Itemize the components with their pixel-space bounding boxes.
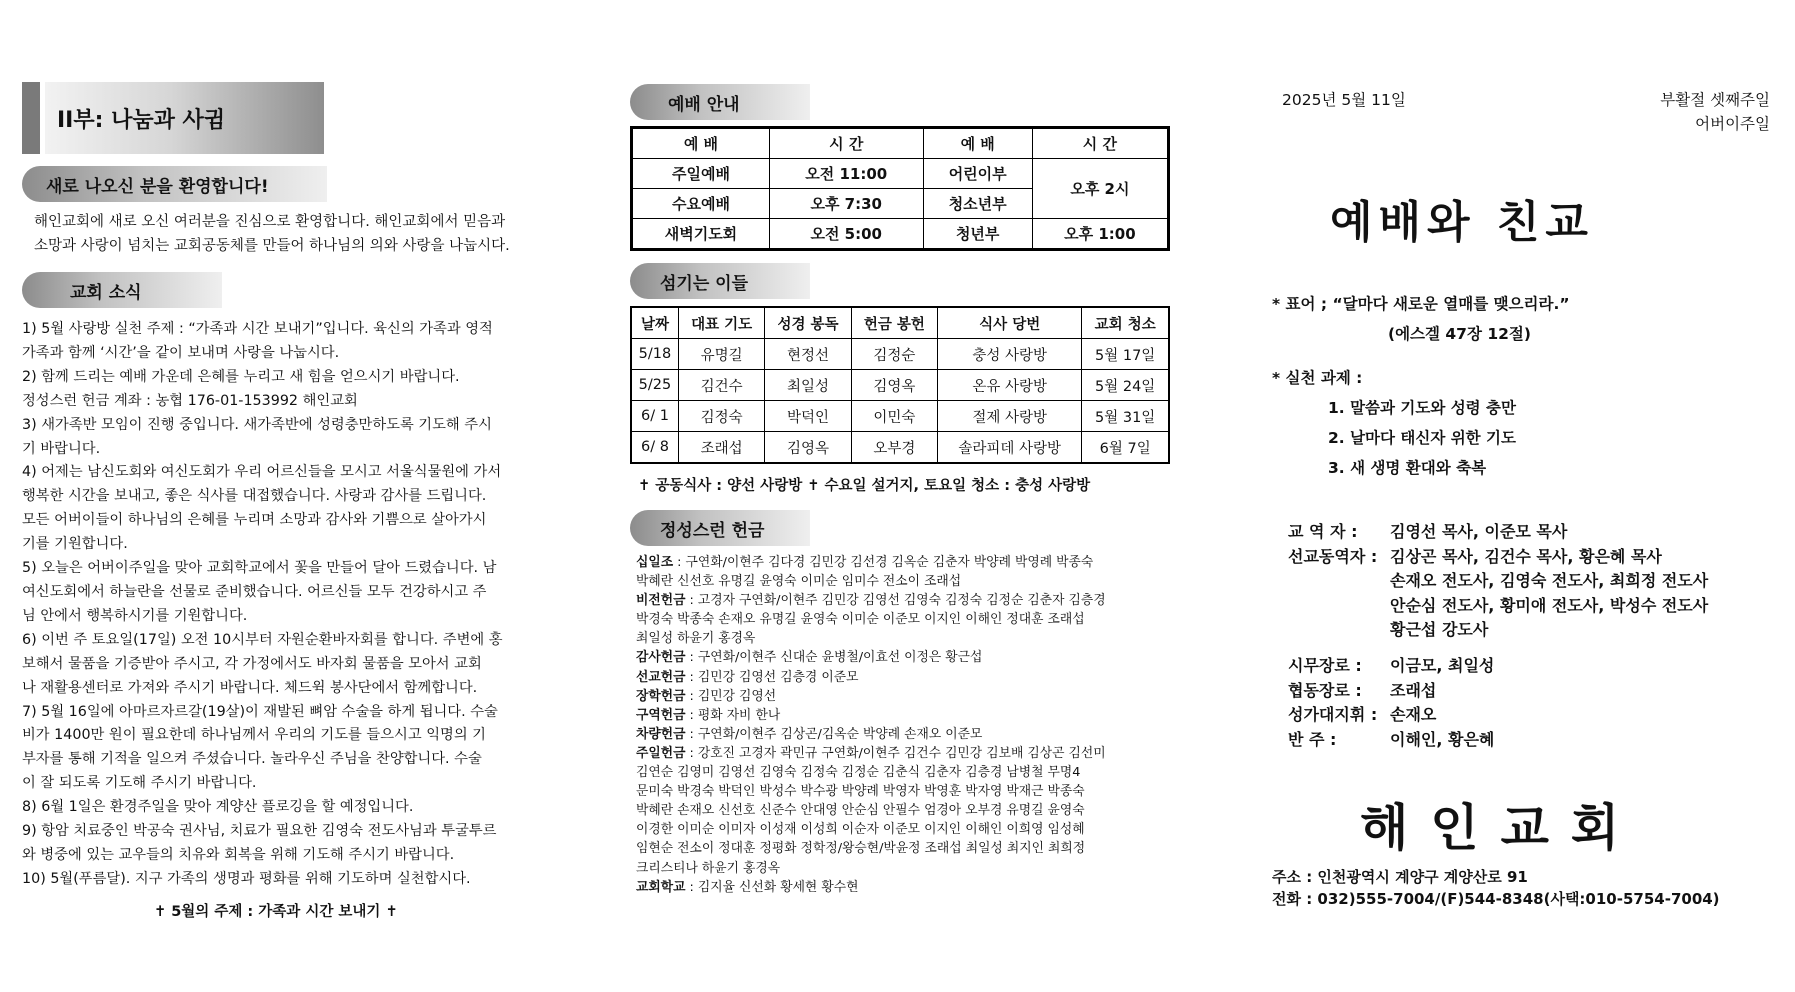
offering-row	[636, 687, 1176, 706]
service-name: 청소년부	[923, 189, 1032, 219]
service-time: 오후 1:00	[1032, 219, 1168, 250]
church-address: 주소 : 인천광역시 계양구 계양산로 91	[1272, 868, 1528, 886]
offering-separator: :	[685, 593, 698, 609]
section-title: II부: 나눔과 사귐	[45, 82, 324, 154]
offering-label: 감사헌금	[636, 650, 686, 666]
servers-note: ✝ 공동식사 : 양선 사랑방 ✝ 수요일 설거지, 토요일 청소 : 충성 사랑방	[638, 478, 1091, 494]
offering-names: 김민강 김영선 김층경 이준모	[697, 669, 859, 685]
service-time-merged: 오후 2시	[1032, 159, 1168, 219]
church-name: 해인교회	[1360, 799, 1642, 857]
task-item: 1. 말씀과 기도와 성령 충만	[1328, 399, 1516, 417]
news-item: 9) 항암 치료중인 박공숙 권사님, 치료가 필요한 김영숙 전도사님과 투굴투르 와 병중에 있는 교우들의 치유와 회복을 위해 기도해 주시기 바랍니다.	[22, 823, 497, 863]
special-sunday: 어버이주일	[1695, 115, 1770, 133]
welcome-heading: 새로 나오신 분을 환영합니다!	[22, 166, 327, 202]
news-item: 5) 오늘은 어버이주일을 맞아 교회학교에서 꽃을 만들어 달아 드렸습니다. 남 여신도회에서 하늘란을 선물로 준비했습니다. 어르신들 모두 건강하시고 주 님 안에서 행복하시기를 기원합니다.	[22, 560, 497, 624]
elder-label: 성가대지휘 :	[1288, 705, 1378, 724]
staff-row	[1288, 569, 1708, 594]
news-item: 10) 5월(푸름달). 지구 가족의 생명과 평화를 위해 기도하며 실천합시다.	[22, 870, 471, 887]
staff-row	[1288, 520, 1708, 545]
elder-label: 반 주 :	[1288, 729, 1337, 749]
elder-row	[1288, 654, 1494, 679]
news-item: 4) 어제는 남신도회와 여신도회가 우리 어르신들을 모시고 서울식물원에 가서 행복한 시간을 보내고, 좋은 식사를 대접했습니다. 사랑과 감사를 드립니다. 모든 어버이들이 하나님의 은혜를 누리며 소망과 감사와 기쁨으로 살아가시 기를 기원합니다.	[22, 464, 502, 553]
offering-separator: :	[673, 555, 686, 570]
offering-label: 주일헌금	[636, 745, 686, 761]
offering-separator: :	[685, 879, 698, 895]
task-item: 2. 날마다 태신자 위한 기도	[1328, 429, 1516, 447]
servers-header-row	[631, 307, 1169, 339]
offering-label: 비전헌금	[636, 593, 686, 609]
news-item: 1) 5월 사랑방 실천 주제 : “가족과 시간 보내기”입니다. 육신의 가족과 영적 가족과 함께 ‘시간’을 같이 보내며 사랑을 나눕시다.	[22, 321, 493, 361]
news-item: 2) 함께 드리는 예배 가운데 은혜를 누리고 새 힘을 얻으시기 바랍니다. 정성스런 헌금 계좌 : 농협 176-01-153992 해인교회	[22, 368, 460, 409]
motto-reference: (에스겔 47장 12절)	[1388, 325, 1531, 343]
servers-table	[630, 306, 1170, 464]
service-name: 청년부	[923, 219, 1032, 250]
offering-separator: :	[685, 745, 698, 761]
elder-names: 조래섭	[1390, 680, 1437, 700]
elder-names: 이금모, 최일성	[1390, 656, 1495, 675]
name-cell: 오부경	[851, 432, 937, 464]
offering-names: 김민강 김영선	[697, 688, 777, 704]
section-title-box	[22, 82, 324, 154]
service-name: 주일예배	[632, 159, 770, 189]
name-cell: 최일성	[765, 370, 851, 401]
offering-label: 십일조	[636, 555, 674, 570]
elder-row	[1288, 728, 1494, 753]
name-cell: 김영옥	[765, 432, 851, 464]
service-time: 오후 7:30	[769, 189, 923, 219]
date-cell: 6/ 1	[631, 401, 678, 432]
servers-row	[631, 339, 1169, 370]
elder-row	[1288, 679, 1494, 704]
header-cell: 교회 청소	[1082, 307, 1169, 339]
header-cell: 예 배	[632, 128, 770, 159]
name-cell: 김영옥	[851, 370, 937, 401]
group-cell: 충성 사랑방	[938, 339, 1082, 370]
staff-label: 선교동역자 :	[1288, 546, 1378, 566]
offering-label: 장학헌금	[636, 688, 686, 704]
service-name: 새벽기도회	[632, 219, 770, 250]
motto: * 표어 ; “달마다 새로운 열매를 맺으리라.”	[1272, 295, 1570, 313]
church-phone: 전화 : 032)555-7004/(F)544-8348(사택:010-5754-7004)	[1272, 890, 1720, 908]
date-cell: 5/18	[631, 339, 678, 370]
news-item: 6) 이번 주 토요일(17일) 오전 10시부터 자원순환바자회를 합니다. 주변에 홍 보해서 물품을 기증받아 주시고, 각 가정에서도 바자회 물품을 모아서 교회 나 재활용센터로 가져와 주시기 바랍니다. 체드윅 봉사단에서 함께합니다.	[22, 631, 503, 696]
news-heading: 교회 소식	[22, 272, 222, 308]
offering-label: 차량헌금	[636, 726, 686, 742]
header-cell: 예 배	[923, 128, 1032, 159]
offering-names: 구연화/이현주 김다경 김민강 김선경 김옥순 김춘자 박양례 박영례 박종숙 박혜란 신선호 유명길 윤영숙 이미순 임미수 전소이 조래섭	[636, 555, 1094, 590]
offering-row	[636, 553, 1176, 591]
offering-row	[636, 648, 1176, 667]
offering-separator: :	[685, 669, 698, 685]
news-item: 3) 새가족반 모임이 진행 중입니다. 새가족반에 성령충만하도록 기도해 주시 기 바랍니다.	[22, 416, 492, 457]
staff-row	[1288, 594, 1708, 619]
date-cell: 6/ 8	[631, 432, 678, 464]
name-cell: 김정순	[851, 339, 937, 370]
offering-names: 강호진 고경자 곽민규 구연화/이현주 김건수 김민강 김보배 김상곤 김선미 김연순 김영미 김영선 김영숙 김정숙 김정순 김춘식 김춘자 김층경 남병철 무명4 문미숙 박경숙 박덕인 박성수 박수광 박양례 박영자 박영훈 박자영 박재근 박종숙 박혜란 손재오 신선호 신준수 안대영 안순심 안필수 엄경아 오부경 유명길 윤영숙 이경한 이미순 이미자 이성재 이성희 이순자 이준모 이지인 이해인 이희영 임성혜 임현순 전소이 정대훈 정평화 정학정/왕승현/박윤정 조래섭 최일성 최지인 최희정 크리스티나 하윤기 홍경옥	[636, 745, 1106, 876]
date-cell: 5월 24일	[1082, 370, 1169, 401]
worship-row	[632, 219, 1169, 250]
elder-names: 이해인, 황은혜	[1390, 729, 1495, 749]
service-time: 오전 11:00	[769, 159, 923, 189]
offering-names: 구연화/이현주 신대순 윤병철/이효선 이정은 황근섭	[697, 650, 983, 666]
offering-separator: :	[685, 726, 698, 742]
header-cell: 날짜	[631, 307, 678, 339]
header-cell: 시 간	[1032, 128, 1168, 159]
offering-names: 김지율 신선화 황세현 황수현	[697, 879, 859, 895]
staff-label: 교 역 자 :	[1288, 522, 1358, 541]
name-cell: 김정숙	[678, 401, 764, 432]
tasks-label: * 실천 과제 :	[1272, 369, 1363, 387]
header-cell: 식사 당번	[938, 307, 1082, 339]
offering-row	[636, 706, 1176, 725]
date-cell: 5월 17일	[1082, 339, 1169, 370]
offering-separator: :	[685, 707, 698, 723]
worship-heading: 예배 안내	[630, 84, 810, 120]
offering-names: 평화 자비 한나	[697, 707, 781, 723]
title-accent-bar	[22, 82, 40, 154]
welcome-text: 해인교회에 새로 오신 여러분을 진심으로 환영합니다. 해인교회에서 믿음과 소망과 사랑이 넘치는 교회공동체를 만들어 하나님의 의와 사랑을 나눕시다.	[34, 214, 510, 254]
name-cell: 김건수	[678, 370, 764, 401]
worship-row	[632, 159, 1169, 189]
elder-row	[1288, 703, 1494, 728]
offering-separator: :	[685, 650, 698, 666]
name-cell: 이민숙	[851, 401, 937, 432]
offering-label: 구역헌금	[636, 707, 686, 723]
group-cell: 온유 사랑방	[938, 370, 1082, 401]
servers-row	[631, 401, 1169, 432]
worship-table	[630, 126, 1170, 251]
worship-header-row	[632, 128, 1169, 159]
main-title: 예배와 친교	[1330, 197, 1594, 248]
offering-heading: 정성스런 헌금	[630, 510, 810, 546]
elder-label: 시무장로 :	[1288, 656, 1362, 675]
staff-names: 안순심 전도사, 황미애 전도사, 박성수 전도사	[1390, 595, 1709, 615]
group-cell: 솔라피데 사랑방	[938, 432, 1082, 464]
name-cell: 현정선	[765, 339, 851, 370]
monthly-theme: ✝ 5월의 주제 : 가족과 시간 보내기 ✝	[154, 904, 398, 920]
header-cell: 시 간	[769, 128, 923, 159]
service-name: 어린이부	[923, 159, 1032, 189]
offering-row	[636, 668, 1176, 687]
offering-names: 구연화/이현주 김상곤/김옥순 박양례 손재오 이준모	[697, 726, 983, 742]
liturgical-season: 부활절 셋째주일	[1660, 91, 1770, 109]
task-item: 3. 새 생명 환대와 축복	[1328, 459, 1487, 477]
service-name: 수요예배	[632, 189, 770, 219]
header-cell: 헌금 봉헌	[851, 307, 937, 339]
servers-heading: 섬기는 이들	[630, 263, 810, 299]
staff-names: 김상곤 목사, 김건수 목사, 황은혜 목사	[1390, 546, 1662, 566]
name-cell: 조래섭	[678, 432, 764, 464]
offering-separator: :	[685, 688, 698, 704]
news-item: 8) 6월 1일은 환경주일을 맞아 계양산 플로깅을 할 예정입니다.	[22, 799, 414, 816]
offering-names: 고경자 구연화/이현주 김민강 김영선 김영숙 김정숙 김정순 김춘자 김층경 박경숙 박종숙 손재오 유명길 윤영숙 이미순 이준모 이지인 이해인 정대훈 조래섭 최일성 하윤기 홍경옥	[636, 593, 1106, 647]
service-time: 오전 5:00	[769, 219, 923, 250]
header-cell: 대표 기도	[678, 307, 764, 339]
news-list	[22, 318, 587, 892]
staff-names: 김영선 목사, 이준모 목사	[1390, 522, 1568, 541]
offering-list	[636, 553, 1176, 897]
name-cell: 박덕인	[765, 401, 851, 432]
name-cell: 유명길	[678, 339, 764, 370]
offering-label: 교회학교	[636, 879, 686, 895]
header-cell: 성경 봉독	[765, 307, 851, 339]
staff-names: 손재오 전도사, 김영숙 전도사, 최희정 전도사	[1390, 571, 1709, 590]
servers-row	[631, 370, 1169, 401]
elder-label: 협동장로 :	[1288, 680, 1362, 700]
group-cell: 절제 사랑방	[938, 401, 1082, 432]
news-item: 7) 5월 16일에 아마르자르갈(19살)이 재발된 뼈암 수술을 하게 됩니다. 수술 비가 1400만 원이 필요한데 하나님께서 우리의 기도를 들으시고 익명의 기 부자를 통해 기적을 일으켜 주셨습니다. 놀라우신 주님을 찬양합니다. 수술 이 잘 되도록 기도해 주시기 바랍니다.	[22, 703, 498, 792]
offering-row	[636, 591, 1176, 648]
servers-row	[631, 432, 1169, 464]
staff-row	[1288, 618, 1708, 643]
elders-list	[1288, 654, 1494, 752]
date-cell: 5월 31일	[1082, 401, 1169, 432]
date-cell: 5/25	[631, 370, 678, 401]
staff-row	[1288, 545, 1708, 570]
bulletin-date: 2025년 5월 11일	[1282, 91, 1406, 109]
offering-row	[636, 878, 1176, 897]
staff-list	[1288, 520, 1708, 643]
offering-label: 선교헌금	[636, 669, 686, 685]
staff-names: 황근섭 강도사	[1390, 620, 1489, 639]
offering-row	[636, 725, 1176, 744]
offering-row	[636, 744, 1176, 878]
date-cell: 6월 7일	[1082, 432, 1169, 464]
elder-names: 손재오	[1390, 705, 1437, 724]
